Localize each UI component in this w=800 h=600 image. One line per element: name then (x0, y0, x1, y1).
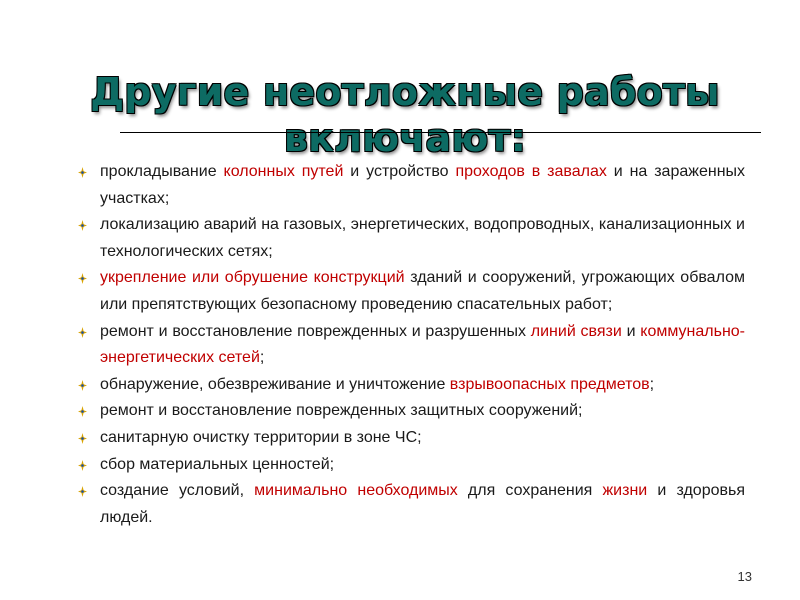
item-text: создание условий, (100, 482, 255, 500)
sparkle-bullet-icon (78, 433, 87, 444)
item-text: санитарную очистку территории в зоне ЧС; (100, 428, 422, 446)
bullet-item (78, 452, 745, 479)
page-number: 13 (737, 569, 752, 584)
sparkle-bullet-icon (78, 167, 87, 178)
sparkle-bullet-icon (78, 486, 87, 497)
sparkle-bullet-icon (78, 327, 87, 338)
bullet-list (78, 159, 745, 531)
slide-title: Другие неотложные работы включают: (90, 70, 720, 161)
item-text: для сохранения (457, 482, 603, 500)
item-text: локализацию аварий на газовых, энергетических, водопроводных, канализационных и технологических сетях; (100, 216, 745, 260)
sparkle-bullet-icon (78, 220, 87, 231)
highlighted-text: колонных путей (223, 163, 344, 180)
bullet-item (78, 265, 745, 318)
highlighted-text: проходов в завалах (455, 163, 607, 180)
bullet-item (78, 478, 745, 531)
bullet-item (78, 319, 745, 372)
highlighted-text: жизни (602, 482, 648, 500)
title-divider (120, 132, 761, 133)
bullet-item (78, 425, 745, 452)
highlighted-text: линий связи (530, 322, 622, 340)
item-text: зданий и сооружений, угрожающих обвалом или препятствующих безопасному проведению спасательных работ; (100, 269, 745, 313)
bullet-item (78, 372, 745, 399)
item-text: прокладывание (100, 163, 224, 180)
item-text: ремонт и восстановление поврежденных и разрушенных (100, 322, 531, 340)
highlighted-text: укрепление или обрушение конструкций (100, 269, 405, 287)
item-text: ремонт и восстановление поврежденных защитных сооружений; (100, 402, 583, 420)
item-text: и здоровья людей. (100, 482, 745, 526)
item-text: ; (259, 349, 265, 367)
item-text: сбор материальных ценностей; (100, 455, 335, 473)
bullet-item (78, 159, 745, 212)
highlighted-text: минимально необходимых (254, 482, 458, 500)
highlighted-text: коммунально-энергетических сетей (100, 322, 746, 367)
highlighted-text: взрывоопасных предметов (449, 375, 650, 393)
bullet-item (78, 398, 745, 425)
item-text: и (621, 322, 641, 340)
bullet-item (78, 212, 745, 265)
sparkle-bullet-icon (78, 460, 87, 471)
item-text: обнаружение, обезвреживание и уничтожение (100, 375, 450, 393)
sparkle-bullet-icon (78, 273, 87, 284)
item-text: ; (649, 375, 655, 393)
sparkle-bullet-icon (78, 380, 87, 391)
sparkle-bullet-icon (78, 406, 87, 417)
item-text: и на зараженных участках; (100, 163, 746, 207)
item-text: и устройство (343, 163, 456, 180)
